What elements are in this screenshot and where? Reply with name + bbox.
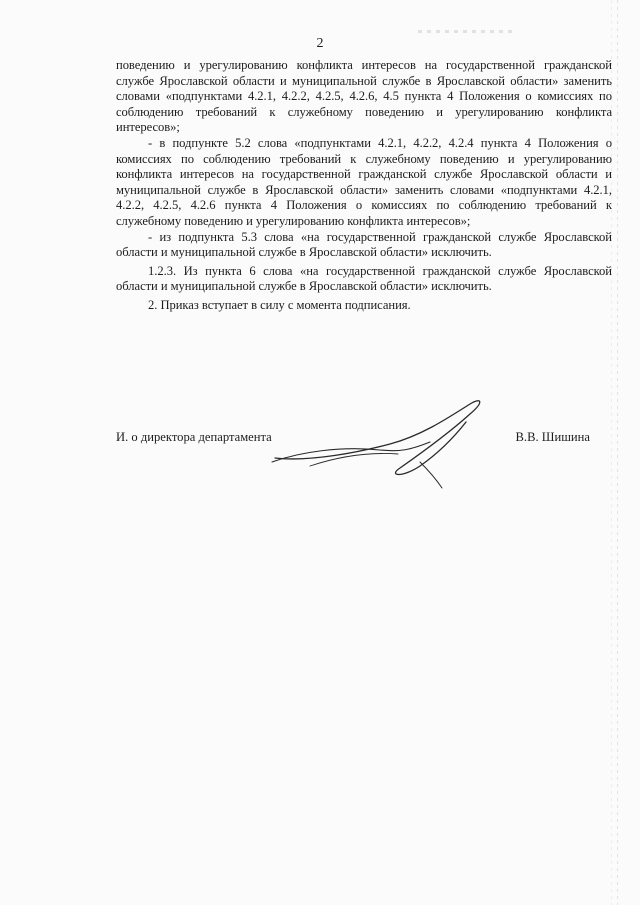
paragraph-item-1-2-3: 1.2.3. Из пункта 6 слова «на государственной гражданской службе Ярославской области и муниципальной службе в Ярославской области» исключить. [116, 263, 612, 294]
paragraph-subpoint-5-3: - из подпункта 5.3 слова «на государственной гражданской службе Ярославской области и муниципальной службе в Ярославской области» исключить. [116, 229, 612, 260]
paragraph-item-2: 2. Приказ вступает в силу с момента подписания. [148, 297, 411, 312]
paragraph-subpoint-5-2: - в подпункте 5.2 слова «подпунктами 4.2.1, 4.2.2, 4.2.4 пункта 4 Положения о комиссиях по соблюдению требований к служебному поведению и урегулированию конфликта интересов на государственной гражданской службе Ярославской области и муниципальной службе в Ярославской области» заменить словами «подпунктами 4.2.1, 4.2.2, 4.2.5, 4.2.6 пункта 4 Положения о комиссиях по соблюдению требований к служебному поведению и урегулированию конфликта интересов»; [116, 135, 612, 228]
page-number: 2 [316, 36, 324, 51]
signer-title: И. о директора департамента [116, 430, 272, 444]
signer-name: В.В. Шишина [515, 430, 590, 444]
scan-edge-artifact [617, 0, 618, 905]
paragraph-continuation: поведению и урегулированию конфликта интересов на государственной гражданской службе Ярославской области и муниципальной службе в Ярославской области» заменить словами «подпунктами 4.2.1, 4.2.2, 4.2.5, 4.2.6, 4.5 пункта 4 Положения о комиссиях по соблюдению требований к служебному поведению и урегулированию конфликта интересов»; [116, 58, 612, 135]
signature-block [116, 430, 612, 450]
document-body [116, 58, 612, 314]
scan-mark-artifact [418, 30, 513, 33]
